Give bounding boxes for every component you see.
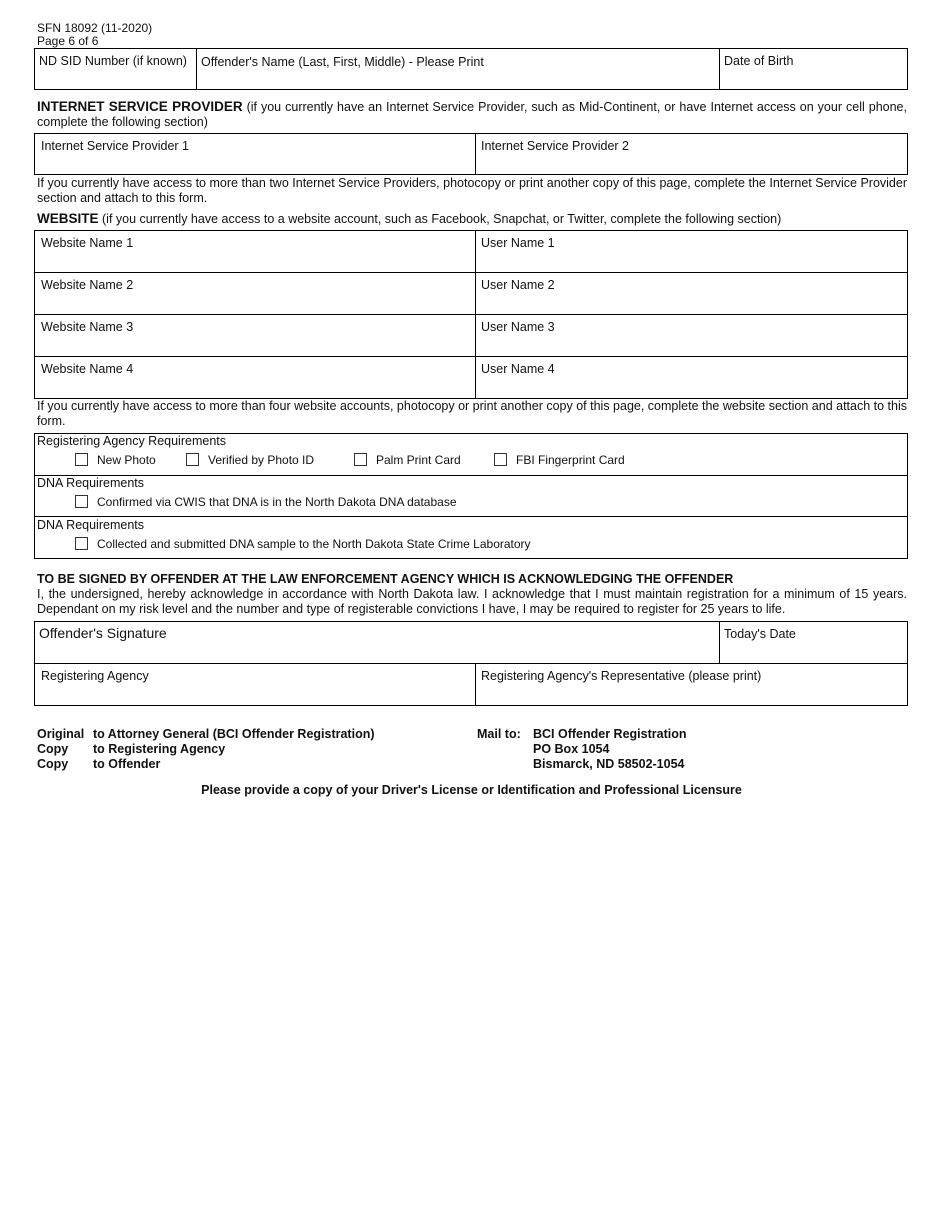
fbi-fingerprint-option[interactable] <box>494 453 625 467</box>
website-table <box>34 230 908 399</box>
signature-heading: TO BE SIGNED BY OFFENDER AT THE LAW ENFORCEMENT AGENCY WHICH IS ACKNOWLEDGING THE OFFENDER <box>37 572 734 586</box>
registering-agency-field[interactable] <box>37 666 475 687</box>
isp-intro <box>37 99 907 130</box>
fbi-fingerprint-checkbox[interactable] <box>494 453 507 466</box>
website-intro <box>37 211 907 227</box>
distribution-kind-2: Copy <box>37 742 69 756</box>
isp-intro-text: (if you currently have an Internet Service Provider, such as Mid-Continent, or have Internet access on your cell phone, complete the following section) <box>37 100 907 129</box>
id-row <box>34 48 908 90</box>
dna-sample-label: Collected and submitted DNA sample to the North Dakota State Crime Laboratory <box>97 537 531 551</box>
distribution-kind-1: Original <box>37 727 85 741</box>
verified-photo-id-checkbox[interactable] <box>186 453 199 466</box>
website-3-label: Website Name 3 <box>41 320 134 334</box>
distribution-to-1: to Attorney General (BCI Offender Registration) <box>93 727 375 741</box>
offender-name-field[interactable] <box>197 52 719 73</box>
dna-requirements-label-2: DNA Requirements <box>37 518 144 532</box>
isp-1-label: Internet Service Provider 1 <box>41 139 189 153</box>
dna-sample-option[interactable] <box>75 537 531 551</box>
acknowledgement-text: I, the undersigned, hereby acknowledge in accordance with North Dakota law. I acknowledge that I must maintain registration for a minimum of 15 years. Dependant on my risk level and the number and type of registerable convictions I have, I may be required to register for 25 years to life. <box>37 587 907 616</box>
username-2-field[interactable] <box>477 275 907 296</box>
page-number: Page 6 of 6 <box>37 34 99 48</box>
sid-label: ND SID Number (if known) <box>39 54 187 68</box>
dna-cwis-checkbox[interactable] <box>75 495 88 508</box>
signature-table <box>34 621 908 706</box>
dob-label: Date of Birth <box>724 54 794 68</box>
isp-note: If you currently have access to more than two Internet Service Providers, photocopy or print another copy of this page, complete the Internet Service Provider section and attach to this form. <box>37 176 907 205</box>
distribution-to-3: to Offender <box>93 757 161 771</box>
sid-field[interactable] <box>35 51 196 72</box>
isp-2-field[interactable] <box>477 136 907 157</box>
verified-photo-id-option[interactable] <box>186 453 314 467</box>
username-2-label: User Name 2 <box>481 278 555 292</box>
username-1-field[interactable] <box>477 233 907 254</box>
username-3-field[interactable] <box>477 317 907 338</box>
distribution-kind-3: Copy <box>37 757 69 771</box>
website-4-field[interactable] <box>37 359 475 380</box>
website-intro-text: (if you currently have access to a website account, such as Facebook, Snapchat, or Twitter, complete the following section) <box>102 212 782 226</box>
website-note: If you currently have access to more than four website accounts, photocopy or print another copy of this page, complete the website section and attach to this form. <box>37 399 907 428</box>
website-1-field[interactable] <box>37 233 475 254</box>
palm-print-checkbox[interactable] <box>354 453 367 466</box>
isp-2-label: Internet Service Provider 2 <box>481 139 629 153</box>
website-1-label: Website Name 1 <box>41 236 134 250</box>
new-photo-label: New Photo <box>97 453 156 467</box>
agency-representative-field[interactable] <box>477 666 907 687</box>
dna-cwis-label: Confirmed via CWIS that DNA is in the North Dakota DNA database <box>97 495 457 509</box>
mail-address-line-3: Bismarck, ND 58502-1054 <box>533 757 685 771</box>
new-photo-checkbox[interactable] <box>75 453 88 466</box>
dna-requirements-label-1: DNA Requirements <box>37 476 144 490</box>
website-4-label: Website Name 4 <box>41 362 134 376</box>
fbi-fingerprint-label: FBI Fingerprint Card <box>516 453 625 467</box>
agency-representative-label: Registering Agency's Representative (please print) <box>481 669 762 683</box>
isp-heading: INTERNET SERVICE PROVIDER <box>37 99 243 114</box>
username-4-field[interactable] <box>477 359 907 380</box>
isp-row <box>34 133 908 175</box>
new-photo-option[interactable] <box>75 453 156 467</box>
mail-to-label: Mail to: <box>477 727 521 741</box>
offender-name-label: Offender's Name (Last, First, Middle) - Please Print <box>201 55 484 69</box>
dob-field[interactable] <box>720 51 907 72</box>
website-2-label: Website Name 2 <box>41 278 134 292</box>
palm-print-label: Palm Print Card <box>376 453 461 467</box>
website-3-field[interactable] <box>37 317 475 338</box>
isp-1-field[interactable] <box>37 136 475 157</box>
palm-print-option[interactable] <box>354 453 461 467</box>
distribution-to-2: to Registering Agency <box>93 742 226 756</box>
website-2-field[interactable] <box>37 275 475 296</box>
offender-signature-label: Offender's Signature <box>39 625 167 641</box>
dna-cwis-option[interactable] <box>75 495 457 509</box>
todays-date-field[interactable] <box>720 624 907 645</box>
requirements-box <box>34 433 908 559</box>
username-1-label: User Name 1 <box>481 236 555 250</box>
username-4-label: User Name 4 <box>481 362 555 376</box>
verified-photo-id-label: Verified by Photo ID <box>208 453 315 467</box>
mail-address-line-2: PO Box 1054 <box>533 742 610 756</box>
form-number: SFN 18092 (11-2020) <box>37 21 153 35</box>
todays-date-label: Today's Date <box>724 627 796 641</box>
mail-address-line-1: BCI Offender Registration <box>533 727 687 741</box>
website-heading: WEBSITE <box>37 211 99 226</box>
username-3-label: User Name 3 <box>481 320 555 334</box>
dna-sample-checkbox[interactable] <box>75 537 88 550</box>
registering-agency-label: Registering Agency <box>41 669 149 683</box>
licensure-note: Please provide a copy of your Driver's License or Identification and Professional Licensure <box>201 783 742 797</box>
offender-signature-field[interactable] <box>35 622 719 645</box>
agency-requirements-label: Registering Agency Requirements <box>37 434 226 448</box>
